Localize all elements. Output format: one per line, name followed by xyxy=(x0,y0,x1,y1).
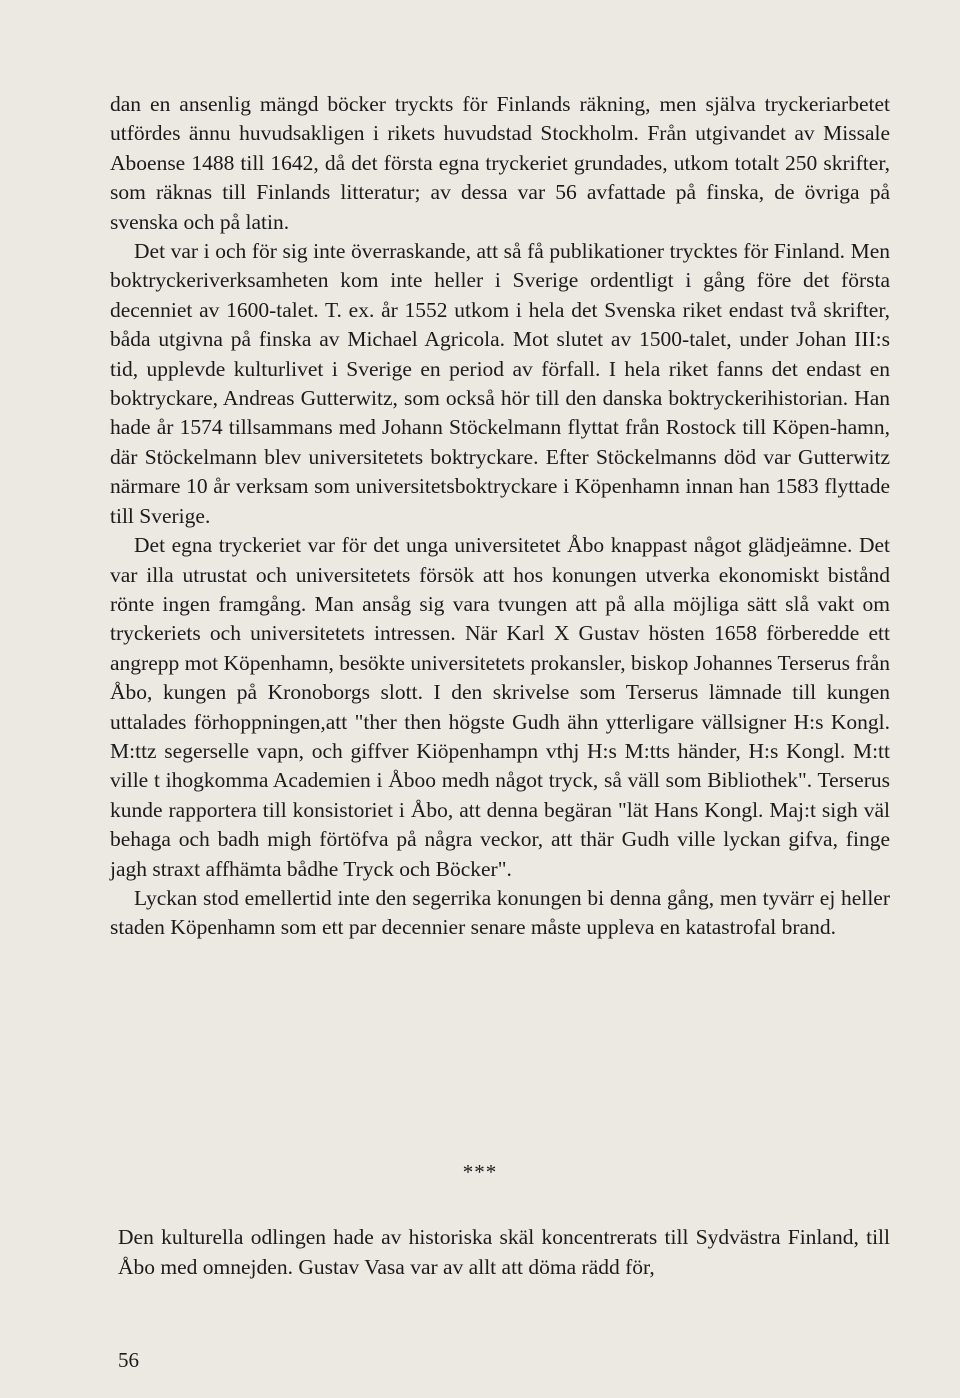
paragraph-1: dan en ansenlig mängd böcker tryckts för Finlands räkning, men själva tryckeriarbetet utfördes ännu huvudsakligen i rikets huvudstad Stockholm. Från utgivandet av Missale Aboense 1488 till 1642, då det första egna tryckeriet grundades, utkom totalt 250 skrifter, som räknas till Finlands litteratur; av dessa var 56 avfattade på finska, de övriga på svenska och på latin. xyxy=(110,92,890,234)
section-separator: *** xyxy=(462,1160,498,1184)
main-text-block xyxy=(110,90,890,943)
closing-text-block xyxy=(118,1222,890,1282)
paragraph-5: Den kulturella odlingen hade av historiska skäl koncentrerats till Sydvästra Finland, till Åbo med omnejden. Gustav Vasa var av allt att döma rädd för, xyxy=(118,1225,890,1279)
paragraph-3: Det egna tryckeriet var för det unga universitetet Åbo knappast något glädjeämne. Det var illa utrustat och universitetets försök att hos konungen utverka ekonomiskt bistånd rönte ingen framgång. Man ansåg sig vara tvungen att på alla möjliga sätt slå vakt om tryckeriets och universitetets intressen. När Karl X Gustav hösten 1658 förberedde ett angrepp mot Köpenhamn, besökte universitetets prokansler, biskop Johannes Terserus från Åbo, kungen på Kronoborgs slott. I den skrivelse som Terserus lämnade till kungen uttalades förhoppningen,att "ther then högste Gudh ähn ytterligare vällsigner H:s Kongl. M:ttz segerselle vapn, och giffver Kiöpenhampn vthj H:s M:tts händer, H:s Kongl. M:tt ville t ihogkomma Academien i Åboo medh något tryck, så väll som Bibliothek". Terserus kunde rapportera till konsistoriet i Åbo, att denna begäran "lät Hans Kongl. Maj:t sigh väl behaga och badh migh förtöfva på några veckor, att thär Gudh ville lyckan gifva, finge jagh straxt affhämta bådhe Tryck och Böcker". xyxy=(110,533,891,881)
paragraph-4: Lyckan stod emellertid inte den segerrika konungen bi denna gång, men tyvärr ej heller staden Köpenhamn som ett par decennier senare måste uppleva en katastrofal brand. xyxy=(110,885,890,940)
paragraph-2: Det var i och för sig inte överraskande, att så få publikationer trycktes för Finland. Men boktryckeriverksamheten kom inte heller i Sverige ordentligt i gång före det första decenniet av 1600-talet. T. ex. år 1552 utkom i hela det Svenska riket endast två skrifter, båda utgivna på finska av Michael Agricola. Mot slutet av 1500-talet, under Johan III:s tid, upplevde kulturlivet i Sverige en period av förfall. I hela riket fanns det endast en boktryckare, Andreas Gutterwitz, som också hör till den danska boktryckerihistorian. Han hade år 1574 tillsammans med Johann Stöckelmann flyttat från Rostock till Köpen-hamn, där Stöckelmann blev universitetets boktryckare. Efter Stöckelmanns död var Gutterwitz närmare 10 år verksam som universitetsboktryckare i Köpenhamn innan han 1583 flyttade till Sverige. xyxy=(110,239,890,528)
page-number: 56 xyxy=(118,1348,139,1372)
